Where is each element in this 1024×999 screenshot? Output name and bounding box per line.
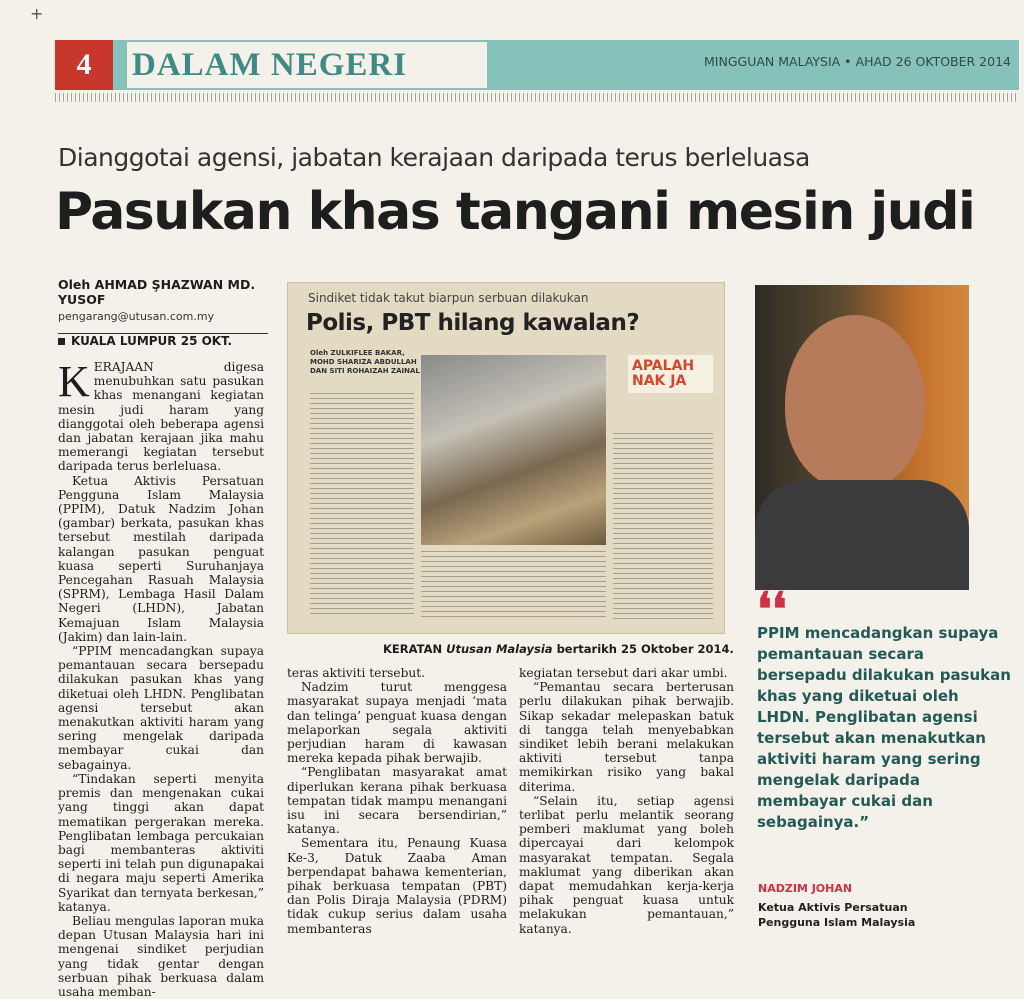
drop-cap: K — [58, 357, 90, 406]
pull-quote: PPIM mencadangkan supaya pemantauan secara bersepadu dilakukan pasukan khas yang diketuai oleh LHDN. Penglibatan agensi tersebut akan menakutkan aktiviti haram yang sering mengelak daripada membayar cukai dan sebagainya.” — [757, 624, 1011, 831]
byline-email: pengarang@utusan.com.my — [58, 310, 215, 323]
pull-quote-name: NADZIM JOHAN — [758, 882, 853, 895]
newspaper-clipping — [287, 282, 725, 634]
portrait-face — [785, 315, 925, 490]
article-headline: Pasukan khas tangani mesin judi — [55, 182, 975, 242]
portrait-photo — [755, 285, 969, 581]
pull-quote-role: Ketua Aktivis Persatuan Pengguna Islam Malaysia — [758, 901, 916, 929]
dateline: KUALA LUMPUR 25 OKT. — [58, 334, 232, 348]
article-column-1 — [58, 357, 264, 999]
byline — [58, 277, 268, 334]
paragraph: “Penglibatan masyarakat amat diperlukan kerana pihak berkuasa tempatan tidak mampu menangani isu ini secara bersendirian,” katanya. — [287, 765, 507, 837]
clipping-kicker: Sindiket tidak takut biarpun serbuan dilakukan — [308, 291, 589, 305]
section-title-box — [127, 42, 487, 88]
byline-name: Oleh AHMAD ŞHAZWAN MD. YUSOF — [58, 277, 256, 307]
paragraph: “PPIM mencadangkan supaya pemantauan secara bersepadu dilakukan pasukan khas yang diketuai oleh LHDN. Penglibatan agensi tersebut akan menakutkan aktiviti haram yang sering mengelak daripada membayar cukai dan sebagainya. — [58, 644, 264, 772]
paragraph: “Pemantau secara berterusan perlu dilakukan pihak berwajib. Sikap sekadar melepaskan batuk di tangga telah menyebabkan sindiket lebih berani melakukan aktiviti tersebut tanpa memikirkan risiko yang bakal diterima. — [519, 680, 734, 794]
clipping-text-bottom — [421, 551, 606, 621]
paragraph: Sementara itu, Penaung Kuasa Ke-3, Datuk Zaaba Aman berpendapat bahawa kementerian, pihak berkuasa tempatan (PBT) dan Polis Diraja Malaysia (PDRM) tidak cukup serius dalam usaha membanteras — [287, 836, 507, 936]
paragraph: KERAJAAN digesa menubuhkan satu pasukan khas menangani kegiatan mesin judi haram yang dianggotai oleh beberapa agensi dan jabatan kerajaan jika mahu memerangi kegiatan tersebut daripada terus berleluasa. — [58, 357, 264, 474]
portrait-shirt — [755, 480, 969, 590]
paragraph: “Tindakan seperti menyita premis dan mengenakan cukai yang tinggi akan dapat mematikan pergerakan mereka. Penglibatan lembaga percukaian bagi membanteras aktiviti seperti ini telah pun digunapakai di negara maju seperti Amerika Syarikat dan ternyata berkesan,” katanya. — [58, 771, 264, 914]
clipping-title: Polis, PBT hilang kawalan? — [306, 310, 640, 336]
clipping-photo — [421, 355, 606, 545]
section-header — [55, 40, 1019, 90]
page-number: 4 — [55, 40, 113, 90]
clipping-caption: KERATAN Utusan Malaysia bertarikh 25 Oktober 2014. — [383, 642, 734, 656]
clipping-byline: Oleh ZULKIFLEE BAKAR, MOHD SHARIZA ABDULLAH DAN SITI ROHAIZAH ZAINAL — [310, 349, 420, 375]
article-subhead: Dianggotai agensi, jabatan kerajaan daripada terus berleluasa — [58, 143, 810, 172]
paragraph: Beliau mengulas laporan muka depan Utusan Malaysia hari ini mengenai sindiket perjudian yang tidak gentar dengan serbuan pihak berkuasa dalam usaha memban- — [58, 913, 264, 999]
article-column-2 — [287, 666, 507, 936]
clipping-text-right — [613, 433, 713, 623]
paragraph: kegiatan tersebut dari akar umbi. — [519, 666, 728, 680]
crop-mark: + — [30, 4, 44, 23]
section-title: DALAM NEGERI — [132, 47, 408, 83]
clipping-sidebar: APALAH NAK JA — [628, 355, 713, 393]
article-column-3 — [519, 666, 734, 936]
paragraph: Nadzim turut menggesa masyarakat supaya menjadi ‘mata dan telinga’ penguat kuasa dengan melaporkan segala aktiviti perjudian haram di kawasan mereka kepada pihak berwajib. — [287, 680, 507, 766]
clipping-text-left — [310, 393, 414, 618]
tick-rule — [55, 93, 1019, 102]
paragraph: teras aktiviti tersebut. — [287, 666, 426, 680]
paragraph: “Selain itu, setiap agensi terlibat perlu melantik seorang pemberi maklumat yang boleh dipercayai dari kelompok masyarakat tempatan. Segala maklumat yang diberikan akan dapat memudahkan kerja-kerja pihak penguat kuasa untuk melakukan pemantauan,” katanya. — [519, 793, 734, 936]
quote-icon: ❛❛ — [757, 582, 787, 636]
paragraph: Ketua Aktivis Persatuan Pengguna Islam Malaysia (PPIM), Datuk Nadzim Johan (gambar) berkata, pasukan khas tersebut mestilah daripada kalangan pasukan penguat kuasa seperti Suruhanjaya Pencegahan Rasuah Malaysia (SPRM), Lembaga Hasil Dalam Negeri (LHDN), Jabatan Kemajuan Islam Malaysia (Jakim) dan lain-lain. — [58, 473, 264, 644]
paper-date: MINGGUAN MALAYSIA • AHAD 26 OKTOBER 2014 — [704, 54, 1011, 69]
